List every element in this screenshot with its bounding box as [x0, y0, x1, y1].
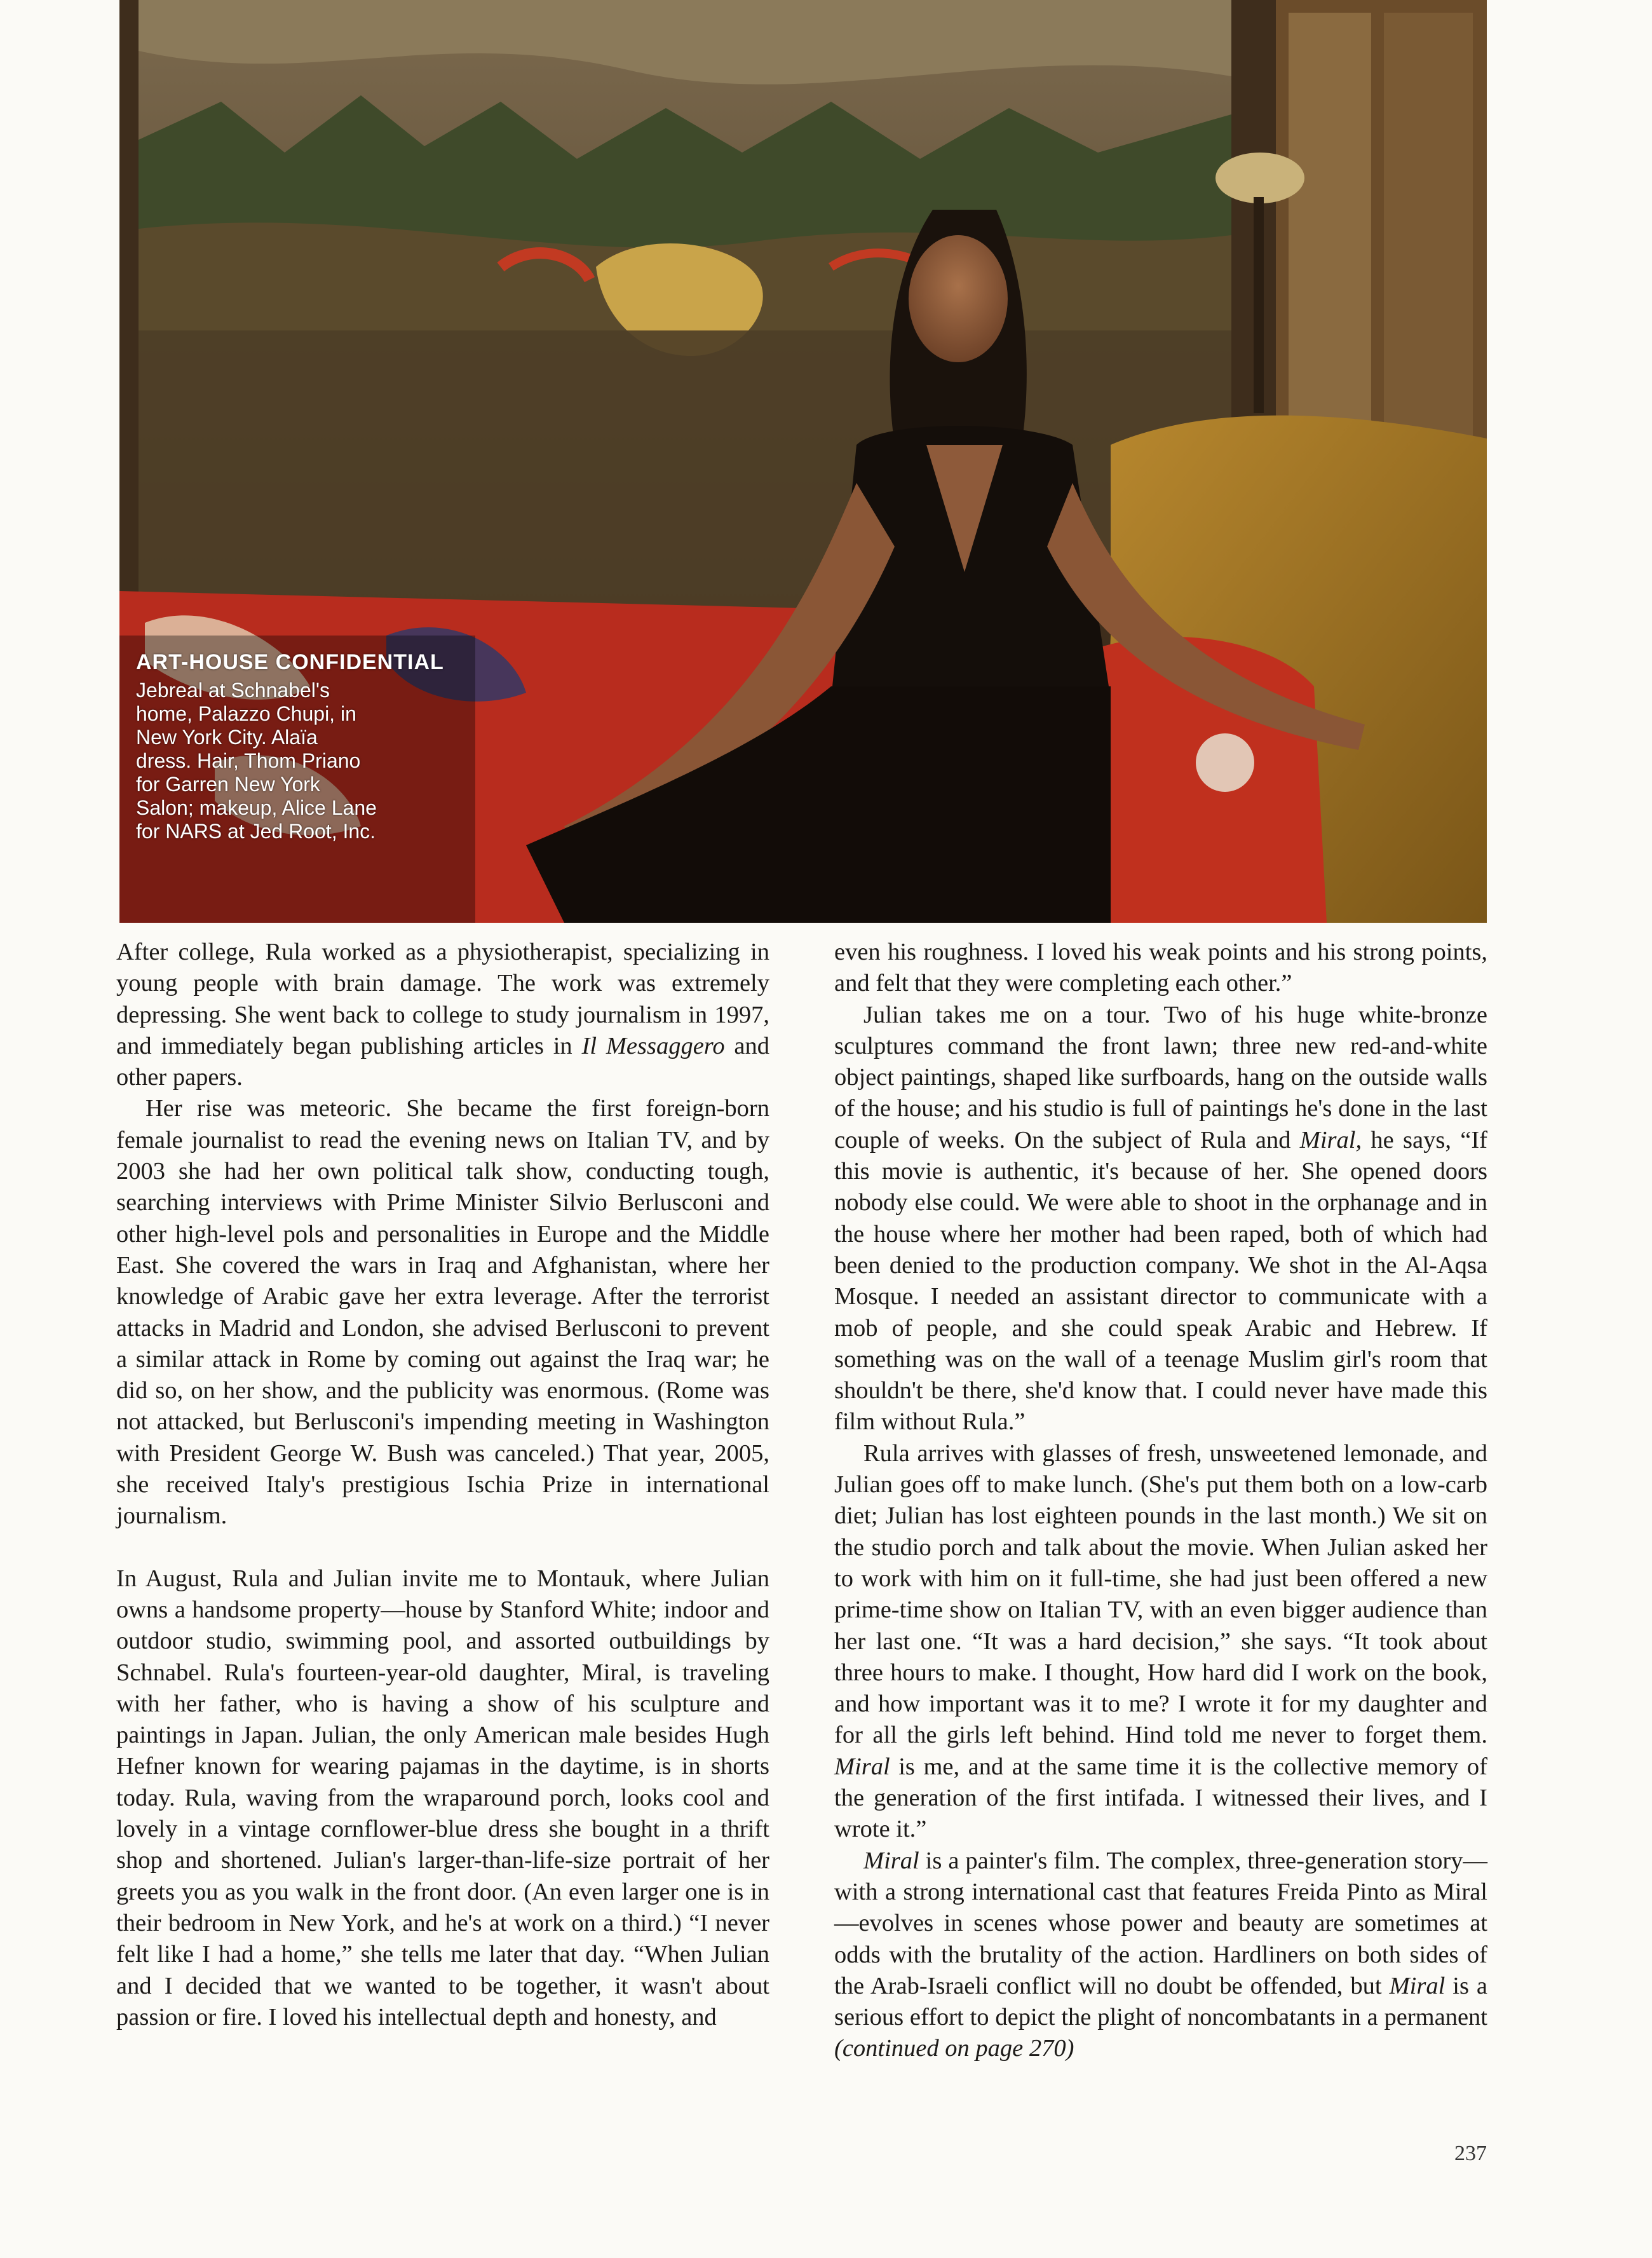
- text-run: is a serious effort to depict the plight of noncombatants in a permanent: [834, 1972, 1487, 2031]
- paragraph: [834, 1438, 1487, 1846]
- italic-title: Miral: [834, 1753, 890, 1780]
- caption-body: Jebreal at Schnabel's home, Palazzo Chupi, in New York City. Alaïa dress. Hair, Thom Priano for Garren New York Salon; makeup, Alice Lane for NARS at Jed Root, Inc.: [136, 679, 377, 843]
- paragraph: Her rise was meteoric. She became the first foreign-born female journalist to read the evening news on Italian TV, and by 2003 she had her own political talk show, conducting tough, searching interviews with Prime Minister Silvio Berlusconi and other high-level pols and personalities in Europe and the Middle East. She covered the wars in Iraq and Afghanistan, where her knowledge of Arabic gave her extra leverage. After the terrorist attacks in Madrid and London, she advised Berlusconi to prevent a similar attack in Rome by coming out against the Iraq war; he did so, on her show, and the publicity was enormous. (Rome was not attacked, but Berlusconi's impending meeting in Washington with President George W. Bush was canceled.) That year, 2005, she received Italy's prestigious Ischia Prize in international journalism.: [116, 1095, 769, 1530]
- paragraph: even his roughness. I loved his weak points and his strong points, and felt that they were completing each other.”: [834, 939, 1487, 997]
- caption-title: ART-HOUSE CONFIDENTIAL: [136, 650, 444, 674]
- text-run: is a painter's film. The complex, three-generation story—with a strong international cast that features Freida Pinto as Miral—evolves in scenes whose power and beauty are sometimes at odds with the brutality of the action. Hardliners on both sides of the Arab-Israeli conflict will no doubt be offended, but: [834, 1847, 1487, 1999]
- photo-caption: [136, 650, 466, 843]
- paragraph: [116, 937, 769, 1093]
- page-number: 237: [1454, 2142, 1487, 2165]
- text-run: is me, and at the same time it is the collective memory of the generation of the first intifada. I witnessed their lives, and I wrote it.”: [834, 1753, 1487, 1843]
- italic-title: Il Messaggero: [581, 1032, 725, 1059]
- text-run: he says, “If this movie is authentic, it's because of her. She opened doors nobody else could. We were able to shoot in the orphanage and in the house where her mother had been raped, both of which had been denied to the production company. We shot in the Al-Aqsa Mosque. I needed an assistant director to communicate with a mob of people, and she could speak Arabic and Hebrew. If something was on the wall of a teenage Muslim girl's room that shouldn't be there, she'd know that. I could never have made this film without Rula.”: [834, 1126, 1487, 1436]
- italic-title: Miral,: [1299, 1126, 1362, 1153]
- paragraph: [834, 1846, 1487, 2065]
- wall-lamp: [1215, 153, 1304, 203]
- paragraph: [834, 1000, 1487, 1438]
- article-column-left: [116, 937, 769, 2033]
- article-column-right: [834, 937, 1487, 2065]
- text-run: Julian takes me on a tour. Two of his huge white-bronze sculptures command the front lawn; three new red-and-white object paintings, shaped like surfboards, hang on the outside walls of the house; and his studio is full of paintings he's done in the last couple of weeks. On the subject of Rula and: [834, 1001, 1487, 1153]
- paragraph: In August, Rula and Julian invite me to Montauk, where Julian owns a handsome property—house by Stanford White; indoor and outdoor studio, swimming pool, and assorted outbuildings by Schnabel. Rula's fourteen-year-old daughter, Miral, is traveling with her father, who is having a show of his sculpture and paintings in Japan. Julian, the only American male besides Hugh Hefner known for wearing pajamas in the daytime, is in shorts today. Rula, waving from the wraparound porch, looks cool and lovely in a vintage cornflower-blue dress she bought in a thrift shop and shortened. Julian's larger-than-life-size portrait of her greets you as you walk in the front door. (An even larger one is in their bedroom in New York, and he's at work on a third.) “I never felt like I had a home,” she tells me later that day. “When Julian and I decided that we wanted to be together, it wasn't about passion or fire. I loved his intellectual depth and honesty, and: [116, 1565, 769, 2030]
- continued-jump: (continued on page 270): [834, 2035, 1074, 2062]
- italic-title: Miral: [1389, 1972, 1446, 1999]
- text-run: After college, Rula worked as a physiotherapist, specializing in young people with brain damage. The work was extremely depressing. She went back to college to study journalism in 1997, and immediately began publishing articles in: [116, 939, 769, 1059]
- text-run: Rula arrives with glasses of fresh, unsweetened lemonade, and Julian goes off to make lunch. (She's put them both on a low-carb diet; Julian has lost eighteen pounds in the last month.) We sit on the studio porch and talk about the movie. When Julian asked her to work with him on it full-time, she had just been offered a new prime-time show on Italian TV, with an even bigger audience than her last one. “It was a hard decision,” she says. “It took about three hours to make. I thought, How hard did I work on the book, and how important was it to me? I wrote it for my daughter and for all the girls left behind. Hind told me never to forget them.: [834, 1439, 1487, 1749]
- italic-title: Miral: [863, 1847, 919, 1874]
- text-run: and other papers.: [116, 1032, 769, 1091]
- feature-photo: [119, 0, 1487, 923]
